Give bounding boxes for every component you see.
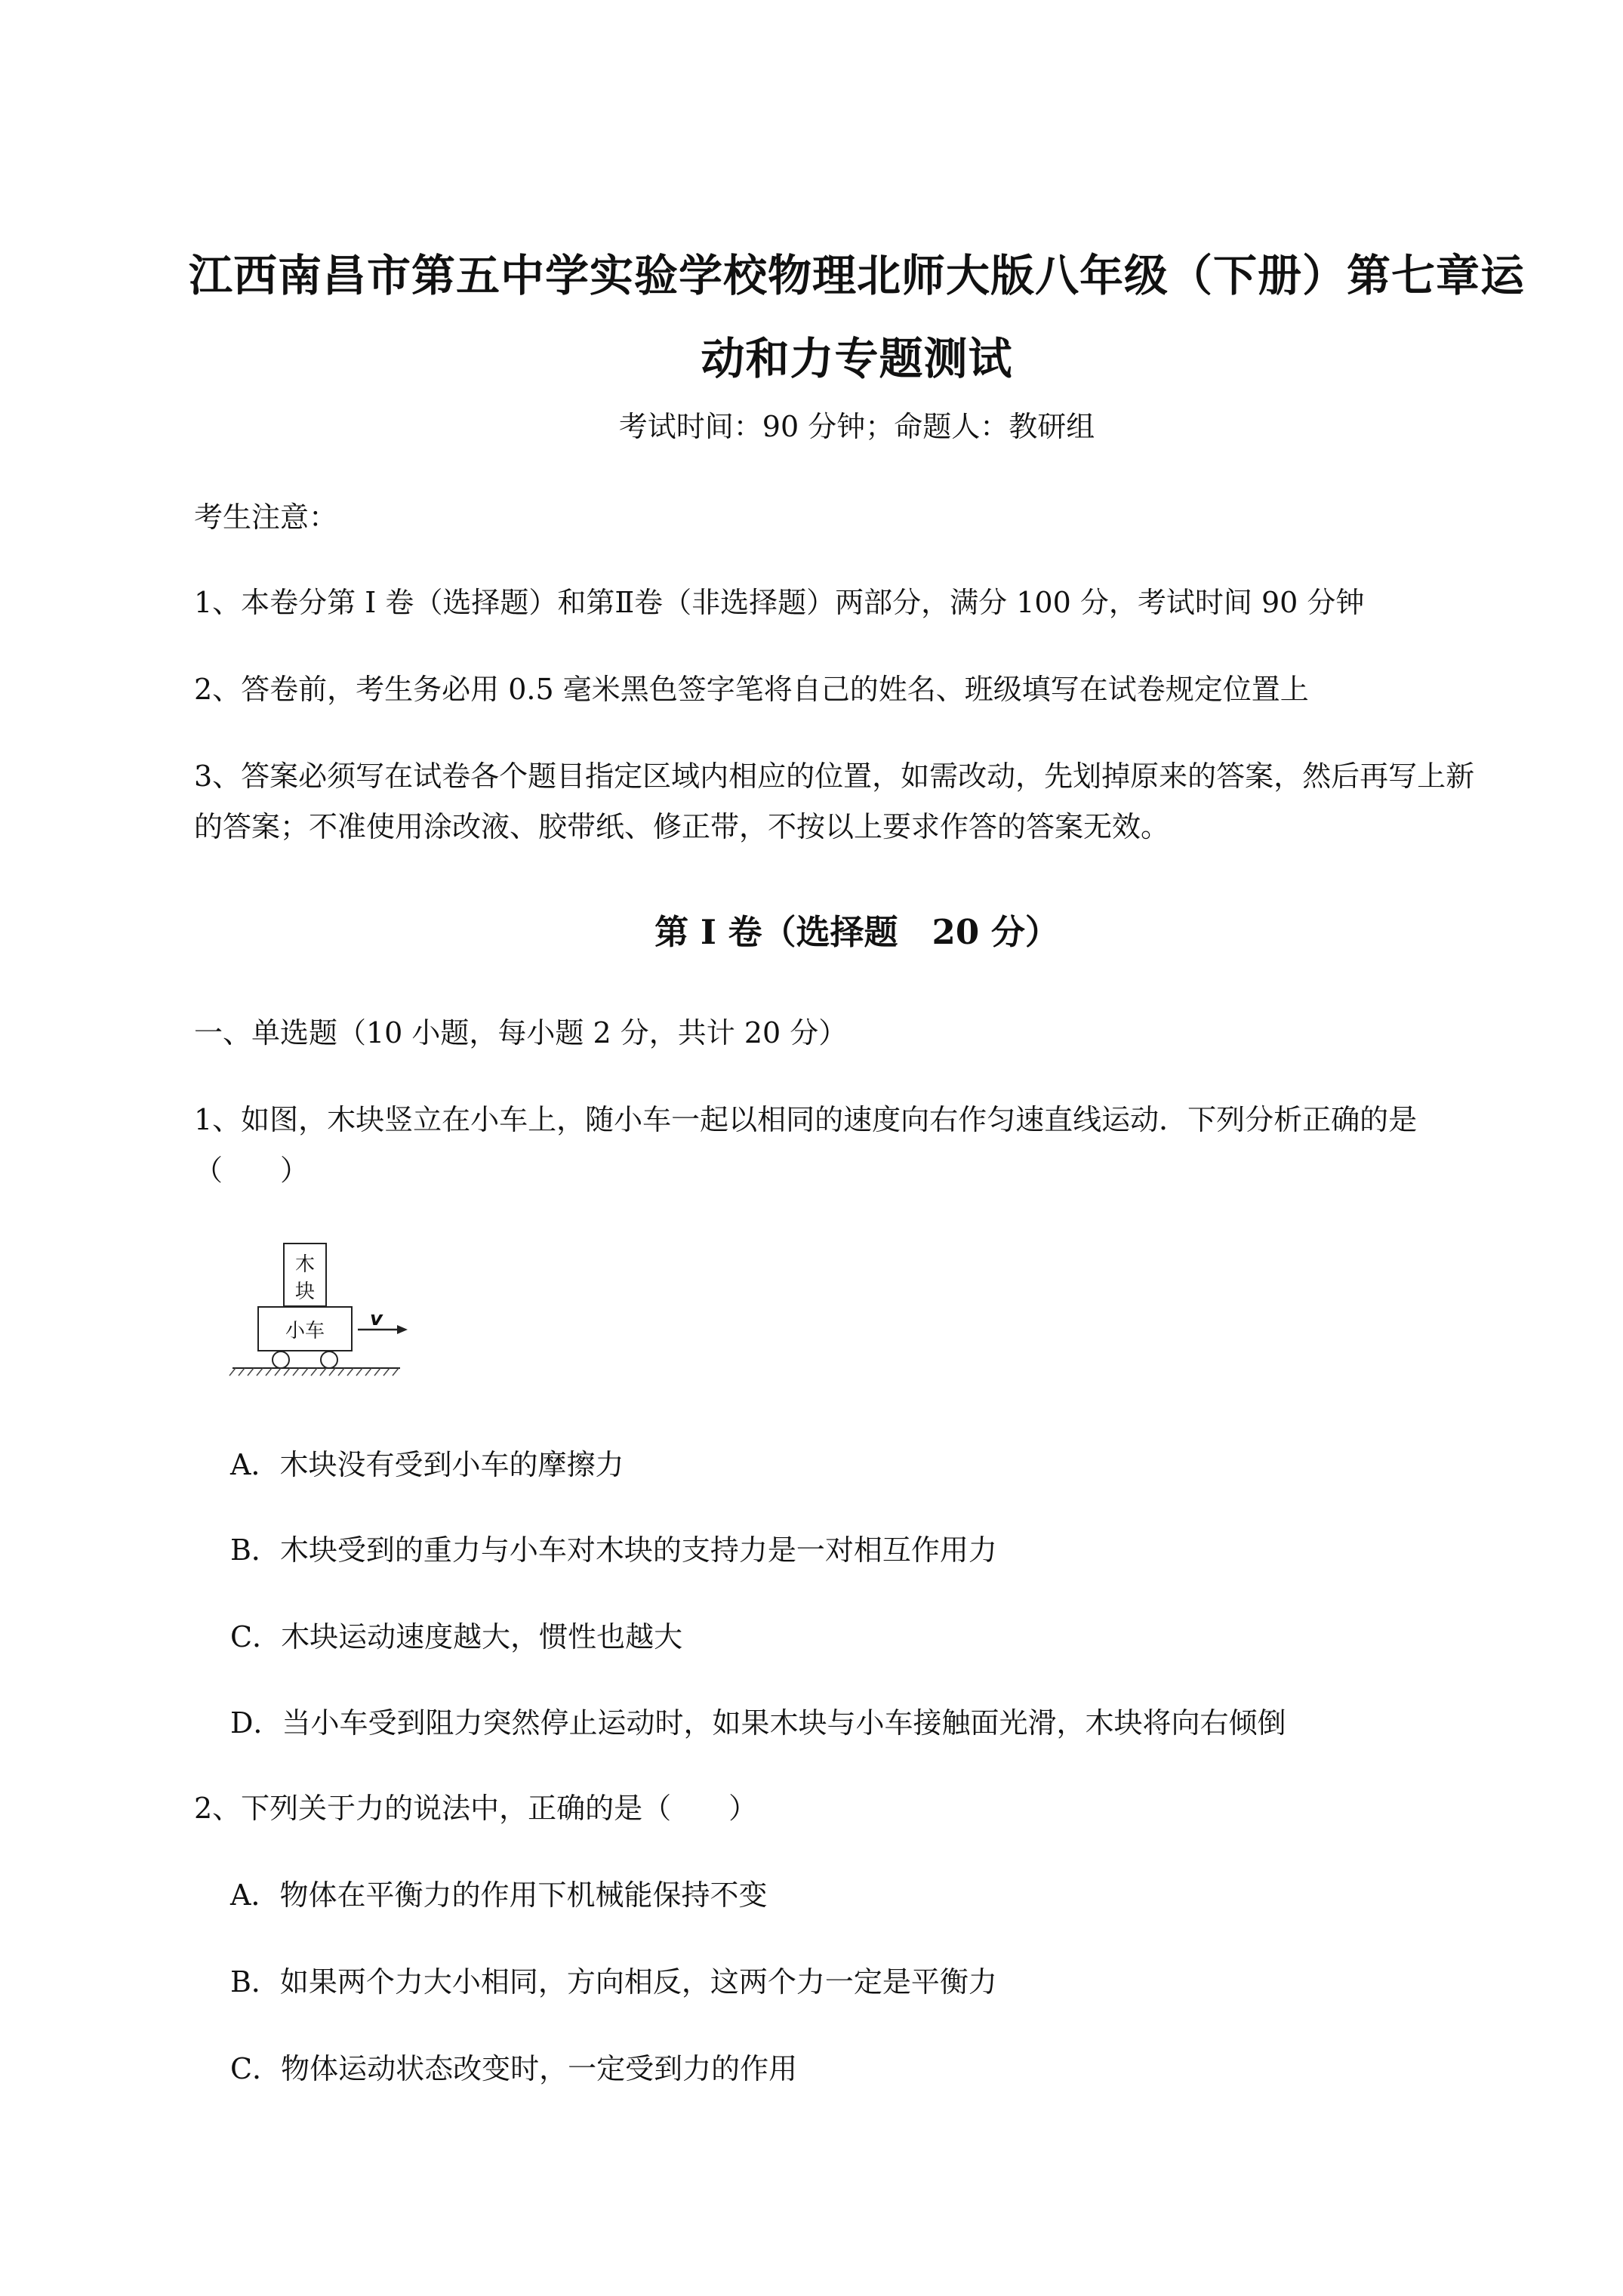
cart-wheel-right: [321, 1351, 337, 1368]
question-1-option-d: D．当小车受到阻力突然停止运动时，如果木块与小车接触面光滑，木块将向右倾倒: [230, 1706, 1286, 1740]
question-1-option-a: A．木块没有受到小车的摩擦力: [230, 1448, 624, 1481]
question-2-option-a: A．物体在平衡力的作用下机械能保持不变: [230, 1878, 768, 1912]
exam-title-line-1: 江西南昌市第五中学实验学校物理北师大版八年级（下册）第七章运: [188, 250, 1525, 301]
notice-item-2: 2、答卷前，考生务必用 0.5 毫米黑色签字笔将自己的姓名、班级填写在试卷规定位置上: [194, 673, 1309, 706]
question-1-figure: [226, 1242, 423, 1393]
velocity-label: v: [370, 1308, 383, 1330]
question-1-option-b: B．木块受到的重力与小车对木块的支持力是一对相互作用力: [230, 1533, 997, 1567]
question-2-option-c: C．物体运动状态改变时，一定受到力的作用: [230, 2052, 798, 2085]
question-1-option-c: C．木块运动速度越大，惯性也越大: [230, 1620, 683, 1653]
exam-title-line-2: 动和力专题测试: [701, 333, 1013, 384]
section-title: 第 I 卷（选择题 20 分）: [654, 912, 1059, 952]
cart-label: 小车: [285, 1320, 325, 1342]
cart-wheel-left: [273, 1351, 289, 1368]
ground-hatch: [229, 1368, 399, 1376]
part-heading: 一、单选题（10 小题，每小题 2 分，共计 20 分）: [194, 1016, 848, 1049]
notice-heading: 考生注意：: [194, 501, 338, 534]
question-1-stem-blank: （ ）: [194, 1154, 310, 1187]
question-2-stem: 2、下列关于力的说法中，正确的是（ ）: [194, 1792, 758, 1825]
question-1-stem: 1、如图，木块竖立在小车上，随小车一起以相同的速度向右作匀速直线运动．下列分析正确的是: [194, 1103, 1418, 1136]
exam-subtitle: 考试时间：90 分钟；命题人：教研组: [618, 410, 1095, 443]
block-label-1: 木: [294, 1253, 316, 1276]
notice-item-3: 3、答案必须写在试卷各个题目指定区域内相应的位置，如需改动，先划掉原来的答案，然后再写上新: [194, 760, 1475, 793]
notice-item-3-continued: 的答案；不准使用涂改液、胶带纸、修正带，不按以上要求作答的答案无效。: [194, 810, 1170, 843]
question-2-option-b: B．如果两个力大小相同，方向相反，这两个力一定是平衡力: [230, 1965, 997, 1999]
block-label-2: 块: [294, 1281, 316, 1303]
velocity-arrowhead: [397, 1325, 408, 1334]
notice-item-1: 1、本卷分第 I 卷（选择题）和第Ⅱ卷（非选择题）两部分，满分 100 分，考试时间 90 分钟: [194, 586, 1365, 619]
cart-block-diagram: [226, 1242, 423, 1393]
